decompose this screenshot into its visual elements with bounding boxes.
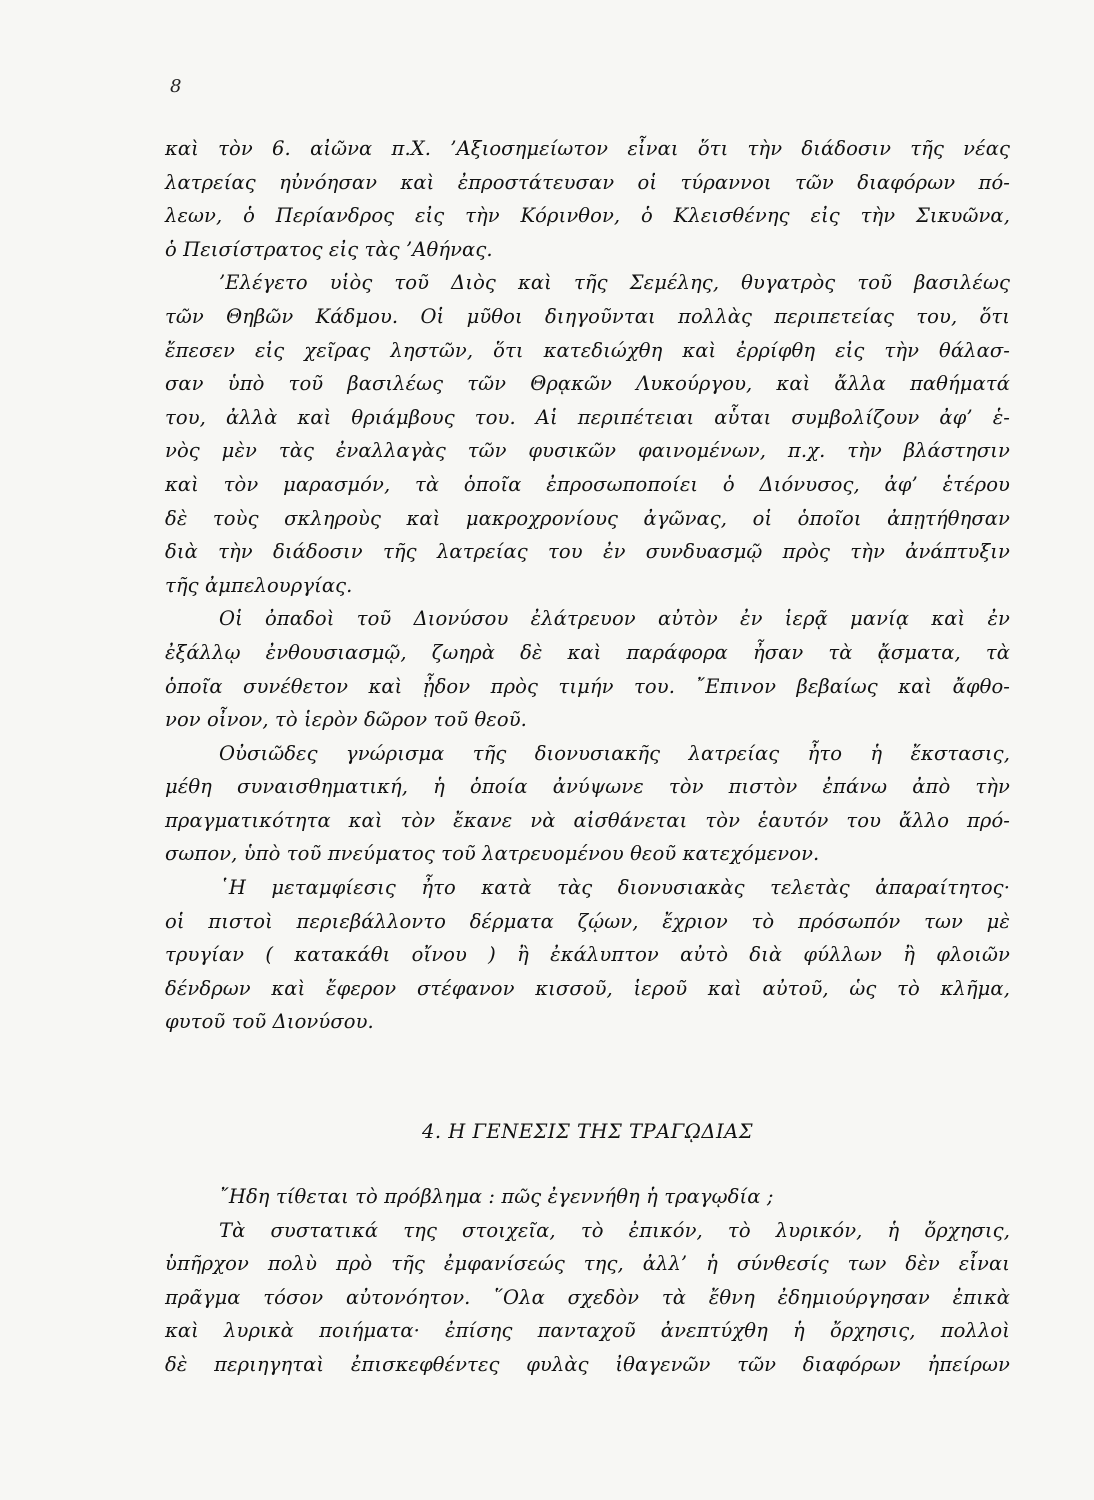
text-line: δὲ τοὺς σκληροὺς καὶ μακροχρονίους ἀγῶνας, οἱ ὁποῖοι ἀπῃτήθησαν: [165, 506, 1010, 530]
text-line: τῆς ἀμπελουργίας.: [165, 573, 353, 597]
text-line: Τὰ συστατικά της στοιχεῖα, τὸ ἐπικόν, τὸ λυρικόν, ἡ ὄρχησις,: [219, 1218, 1010, 1242]
text-line: οἱ πιστοὶ περιεβάλλοντο δέρματα ζῴων, ἔχριον τὸ πρόσωπόν των μὲ: [165, 909, 1010, 933]
text-line: λεων, ὁ Περίανδρος εἰς τὴν Κόρινθον, ὁ Κλεισθένης εἰς τὴν Σικυῶνα,: [165, 204, 1010, 228]
paragraph: [165, 737, 1010, 871]
text-line: ῾Η μεταμφίεσις ἦτο κατὰ τὰς διονυσιακὰς τελετὰς ἀπαραίτητος·: [219, 876, 1010, 900]
text-line: του, ἀλλὰ καὶ θριάμβους του. Αἱ περιπέτειαι αὗται συμβολίζουν ἀφ’ ἑ-: [165, 405, 1010, 429]
section-4-body: [165, 1180, 1010, 1382]
text-line: ἔπεσεν εἰς χεῖρας ληστῶν, ὅτι κατεδιώχθη καὶ ἐρρίφθη εἰς τὴν θάλασ-: [165, 338, 1010, 362]
text-line: δὲ περιηγηταὶ ἐπισκεφθέντες φυλὰς ἰθαγενῶν τῶν διαφόρων ἠπείρων: [165, 1352, 1010, 1376]
text-line: μέθη συναισθηματική, ἡ ὁποία ἀνύψωνε τὸν πιστὸν ἐπάνω ἀπὸ τὴν: [165, 775, 1010, 799]
text-line: φυτοῦ τοῦ Διονύσου.: [165, 1010, 374, 1034]
paragraph: [165, 266, 1010, 602]
text-line: πραγματικότητα καὶ τὸν ἔκανε νὰ αἰσθάνεται τὸν ἑαυτόν του ἄλλο πρό-: [165, 808, 1010, 832]
text-line: διὰ τὴν διάδοσιν τῆς λατρείας του ἐν συνδυασμῷ πρὸς τὴν ἀνάπτυξιν: [165, 540, 1010, 564]
text-line: νον οἶνον, τὸ ἱερὸν δῶρον τοῦ θεοῦ.: [165, 708, 527, 732]
text-line: Οἱ ὀπαδοὶ τοῦ Διονύσου ἐλάτρευον αὐτὸν ἐν ἱερᾷ μανίᾳ καὶ ἐν: [219, 607, 1010, 631]
text-line: καὶ τὸν μαρασμόν, τὰ ὁποῖα ἐπροσωποποίει ὁ Διόνυσος, ἀφ’ ἑτέρου: [165, 472, 1010, 496]
text-line: λατρείας ηὐνόησαν καὶ ἐπροστάτευσαν οἱ τύραννοι τῶν διαφόρων πό-: [165, 170, 1010, 194]
text-line: σαν ὑπὸ τοῦ βασιλέως τῶν Θρᾳκῶν Λυκούργου, καὶ ἄλλα παθήματά: [165, 372, 1010, 396]
paragraph: [165, 132, 1010, 266]
section-3-body: [165, 132, 1010, 1039]
paragraph: [165, 602, 1010, 736]
text-line: ὁ Πεισίστρατος εἰς τὰς ’Αθήνας.: [165, 237, 493, 261]
text-line: σωπον, ὑπὸ τοῦ πνεύματος τοῦ λατρευομένου θεοῦ κατεχόμενον.: [165, 842, 820, 866]
text-line: ὑπῆρχον πολὺ πρὸ τῆς ἐμφανίσεώς της, ἀλλ’ ἡ σύνθεσίς των δὲν εἶναι: [165, 1252, 1010, 1276]
page-number: 8: [170, 76, 182, 97]
text-line: ῎Ηδη τίθεται τὸ πρόβλημα : πῶς ἐγεννήθη ἡ τραγῳδία ;: [219, 1185, 774, 1208]
text-line: Οὐσιῶδες γνώρισμα τῆς διονυσιακῆς λατρείας ἦτο ἡ ἔκστασις,: [219, 741, 1010, 765]
text-line: καὶ τὸν 6. αἰῶνα π.Χ. ’Αξιοσημείωτον εἶναι ὅτι τὴν διάδοσιν τῆς νέας: [165, 137, 1010, 160]
paragraph: [165, 1180, 1010, 1214]
text-line: ὁποῖα συνέθετον καὶ ᾖδον πρὸς τιμήν του. ῎Επινον βεβαίως καὶ ἄφθο-: [165, 674, 1010, 698]
text-line: ’Ελέγετο υἱὸς τοῦ Διὸς καὶ τῆς Σεμέλης, θυγατρὸς τοῦ βασιλέως: [219, 271, 1010, 295]
section-heading: 4. Η ΓΕΝΕΣΙΣ ΤΗΣ ΤΡΑΓῼΔΙΑΣ: [421, 1120, 754, 1143]
text-line: τῶν Θηβῶν Κάδμου. Οἱ μῦθοι διηγοῦνται πολλὰς περιπετείας του, ὅτι: [165, 304, 1010, 328]
text-line: δένδρων καὶ ἔφερον στέφανον κισσοῦ, ἱεροῦ καὶ αὐτοῦ, ὡς τὸ κλῆμα,: [165, 976, 1010, 1000]
text-line: τρυγίαν ( κατακάθι οἴνου ) ἢ ἐκάλυπτον αὐτὸ διὰ φύλλων ἢ φλοιῶν: [165, 943, 1010, 967]
text-line: ἐξάλλῳ ἐνθουσιασμῷ, ζωηρὰ δὲ καὶ παράφορα ἦσαν τὰ ᾄσματα, τὰ: [165, 640, 1010, 664]
paragraph: [165, 1214, 1010, 1382]
text-line: νὸς μὲν τὰς ἐναλλαγὰς τῶν φυσικῶν φαινομένων, π.χ. τὴν βλάστησιν: [165, 439, 1010, 463]
paragraph: [165, 871, 1010, 1039]
text-line: πρᾶγμα τόσον αὐτονόητον. ῞Ολα σχεδὸν τὰ ἔθνη ἐδημιούργησαν ἐπικὰ: [165, 1285, 1010, 1309]
text-line: καὶ λυρικὰ ποιήματα· ἐπίσης πανταχοῦ ἀνεπτύχθη ἡ ὄρχησις, πολλοὶ: [165, 1319, 1010, 1343]
